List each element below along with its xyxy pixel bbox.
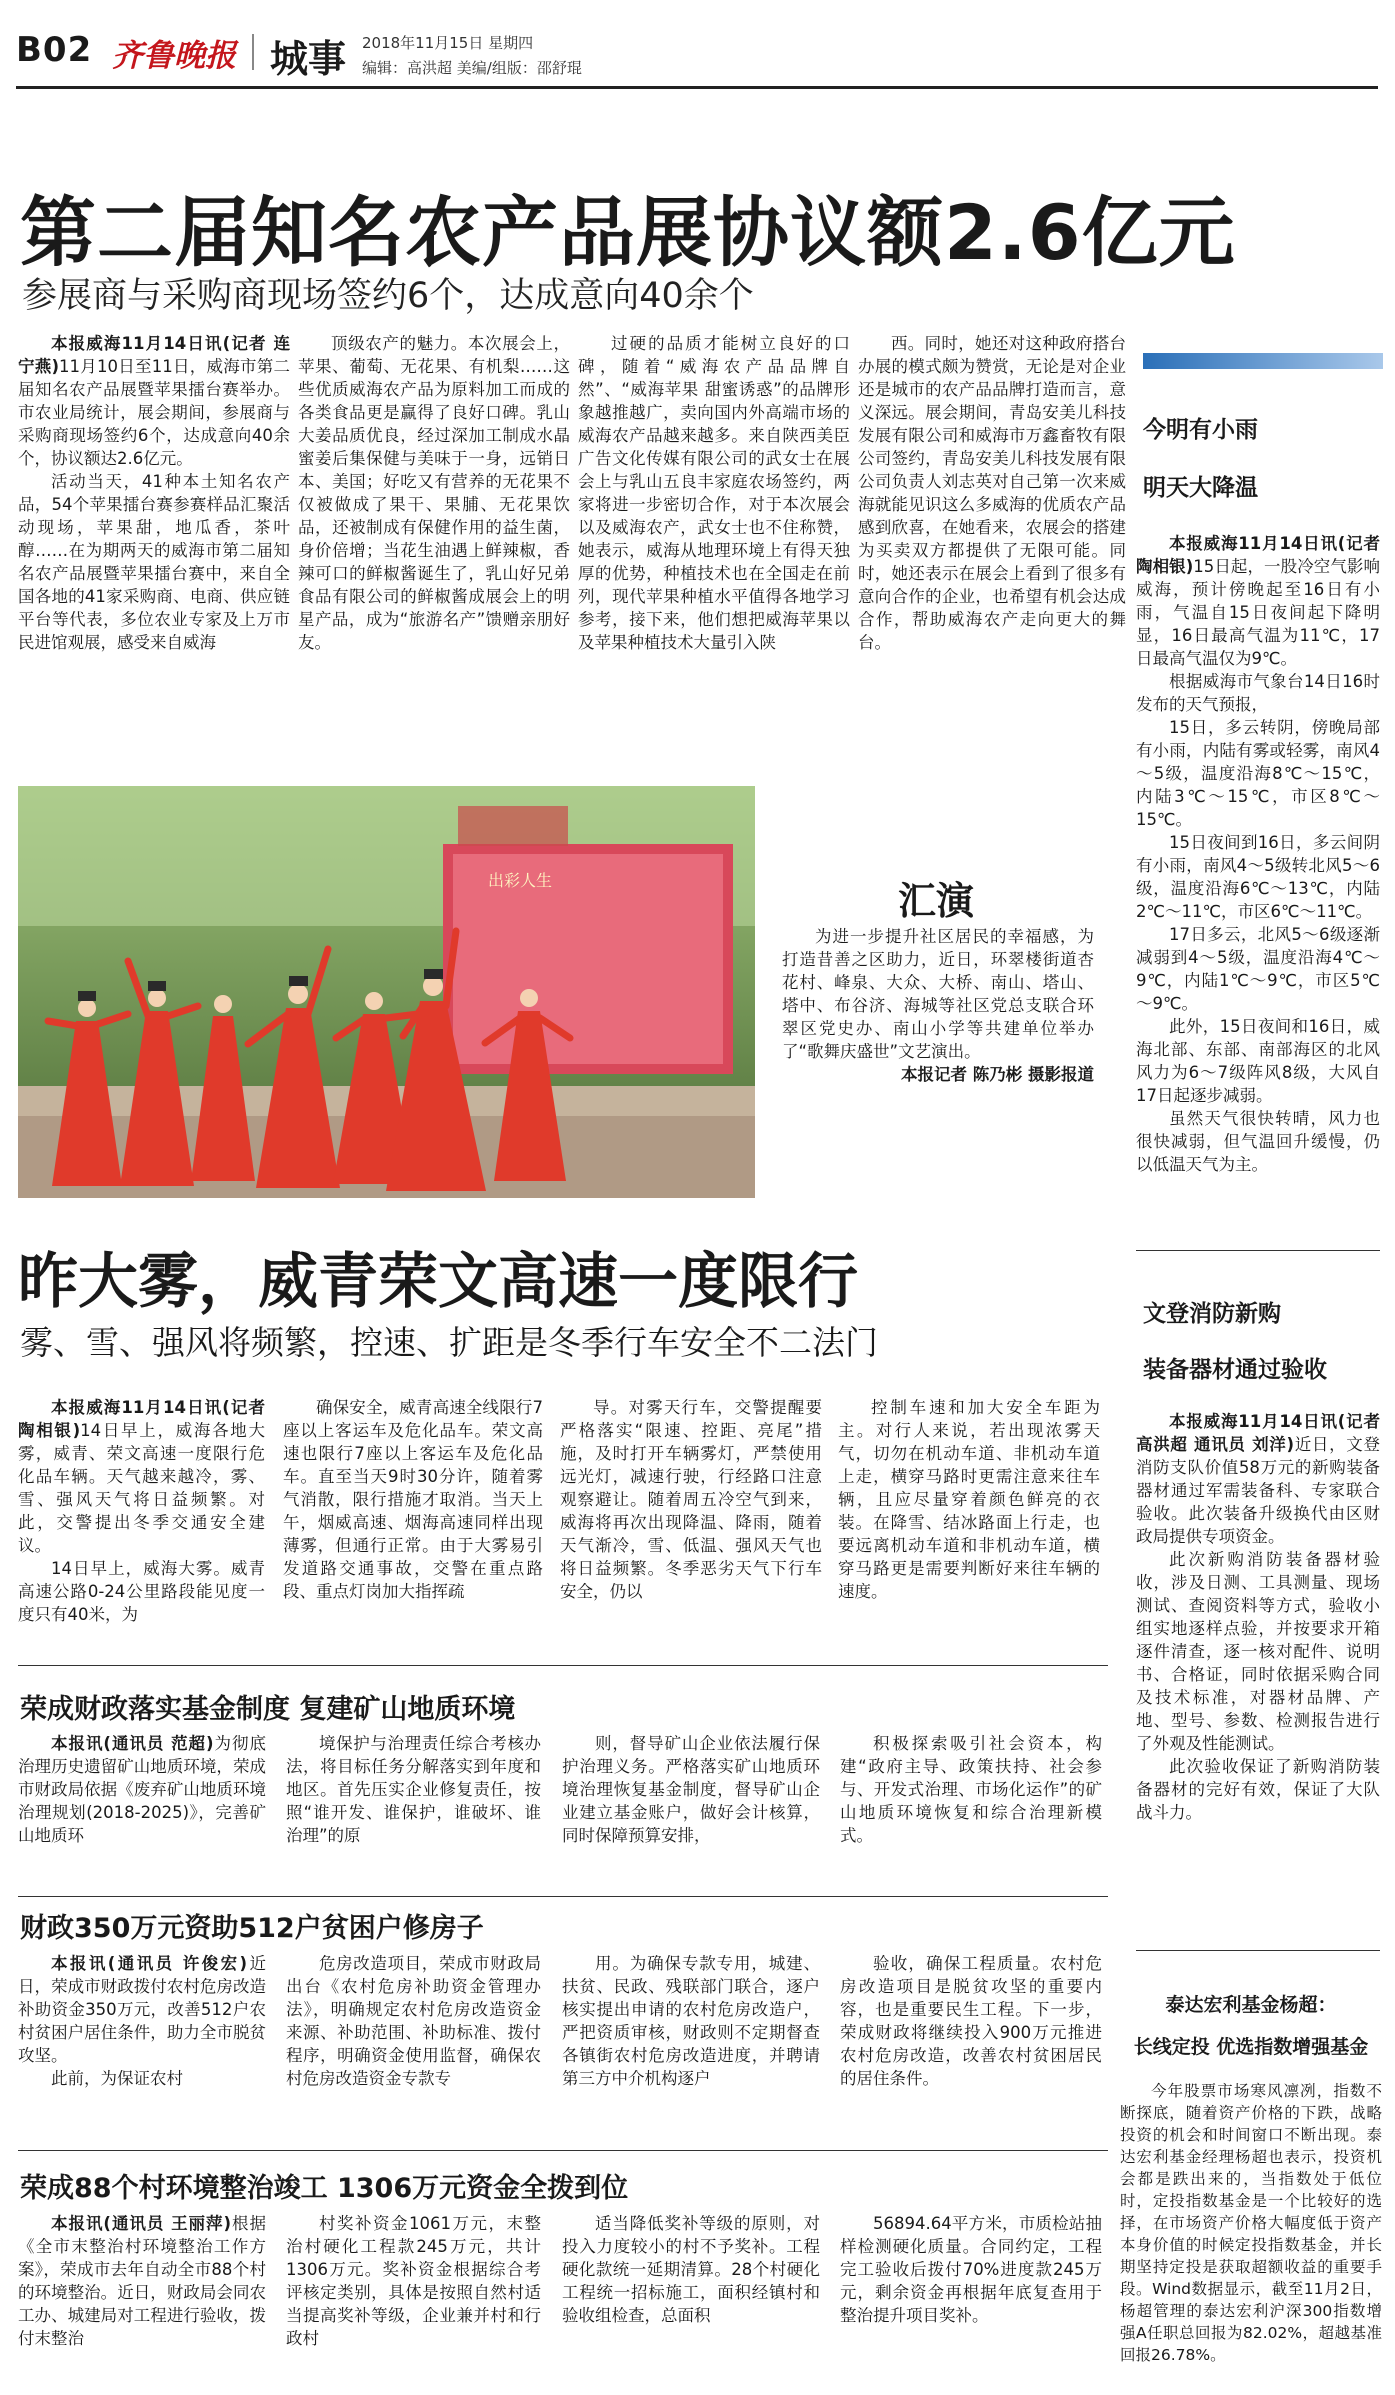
housing-col-2: 危房改造项目，荣成市财政局出台《农村危房补助资金管理办法》，明确规定农村危房改造资金来源、补助范围、补助标准、拨付程序，明确资金使用监督，确保农村危房改造资金专款专 — [286, 1954, 541, 2088]
mining-col-4: 积极探索吸引社会资本，构建“政府主导、政策扶持、社会参与、开发式治理、市场化运作”的矿山地质环境恢复和综合治理新模式。 — [840, 1734, 1102, 1845]
newspaper-logo: 齐鲁晚报 — [112, 38, 236, 74]
weather-title-2: 明天大降温 — [1143, 475, 1258, 501]
fire-title-2: 装备器材通过验收 — [1143, 1357, 1327, 1383]
page-number: B02 — [16, 30, 93, 70]
mining-col-3: 则，督导矿山企业依法履行保护治理义务。严格落实矿山地质环境治理恢复基金制度，督导矿山企业建立基金账户，做好会计核算，同时保障预算安排， — [562, 1734, 820, 1845]
headline-agri-expo: 第二届知名农产品展协议额2.6亿元 — [20, 188, 1236, 277]
village-col-4: 56894.64平方米，市质检站抽样检测硬化质量。合同约定，工程完工验收后拨付70%进度款245万元，剩余资金再根据年底复查用于整治提升项目奖补。 — [840, 2214, 1102, 2325]
agri-expo-col-2: 顶级农产的魅力。本次展会上，苹果、葡萄、无花果、有机梨……这些优质威海农产品为原料加工而成的各类食品更是赢得了良好口碑。乳山大姜品质优良，经过深加工制成水晶蜜姜后集保健与美味于一身，远销日本、美国；好吃又有营养的无花果不仅被做成了果干、果脯、无花果饮品，还被制成有保健作用的益生菌，身价倍增；当花生油遇上鲜辣椒，香辣可口的鲜椒酱诞生了，乳山好兄弟食品有限公司的鲜椒酱成展会上的明星产品，成为“旅游名产”馈赠亲朋好友。 — [298, 334, 570, 652]
photo-caption-title: 汇演 — [898, 879, 975, 923]
fund-title-1: 泰达宏利基金杨超： — [1165, 1994, 1337, 2016]
divider-article-4 — [18, 1896, 1108, 1897]
fund-title-2: 长线定投 优选指数增强基金 — [1133, 2036, 1369, 2058]
fog-col-3: 导。对雾天行车，交警提醒要严格落实“限速、控距、亮尾”措施，及时打开车辆雾灯，严禁使用远光灯，减速行驶，行经路口注意观察避让。随着周五冷空气到来，威海将再次出现降温、降雨，随着天气渐冷，雪、低温、强风天气也将日益频繁。冬季恶劣天气下行车安全，仍以 — [560, 1398, 822, 1601]
village-col-3: 适当降低奖补等级的原则，对投入力度较小的村不予奖补。工程硬化款统一延期清算。28个村硬化工程统一招标施工，面积经镇村和验收组检查，总面积 — [562, 2214, 820, 2325]
sidebar-accent-bar — [1143, 353, 1383, 369]
housing-col-1: 本报讯(通讯员 许俊宏)近日，荣成市财政拨付农村危房改造补助资金350万元，改善512户农村贫困户居住条件，助力全市脱贫攻坚。 此前，为保证农村 — [18, 1954, 266, 2088]
fund-body: 今年股票市场寒风凛冽，指数不断探底，随着资产价格的下跌，战略投资的机会和时间窗口不断出现。泰达宏利基金经理杨超也表示，投资机会都是跌出来的，当指数处于低位时，定投指数基金是一个比较好的选择，在市场资产价格大幅度低于资产本身价值的时候定投指数基金，并长期坚持定投是获取超额收益的重要手段。Wind数据显示，截至11月2日，杨超管理的泰达宏利沪深300指数增强A任职总回报为82.02%，超越基准回报26.78%。 — [1120, 2082, 1382, 2364]
agri-expo-col-1: 本报威海11月14日讯(记者 连宁燕)11月10日至11日，威海市第二届知名农产品展暨苹果擂台赛举办。市农业局统计，展会期间，参展商与采购商现场签约6个，达成意向40余个，协议额达2.6亿元。 活动当天，41种本土知名农产品，54个苹果擂台赛参赛样品汇聚活动现场，苹果甜，地瓜香，茶叶醇……在为期两天的威海市第二届知名农产品展暨苹果擂台赛中，来自全国各地的41家采购商、电商、供应链平台等代表，多位农业专家及上万市民进馆观展，感受来自威海 — [18, 334, 290, 652]
editor-credits: 编辑：高洪超 美编/组版：邵舒琨 — [362, 59, 582, 77]
mining-col-1: 本报讯(通讯员 范超)为彻底治理历史遗留矿山地质环境，荣成市财政局依据《废弃矿山地质环境治理规划(2018-2025)》，完善矿山地质环 — [18, 1734, 266, 1845]
section-title: 城事 — [270, 37, 347, 81]
divider-article-5 — [18, 2150, 1108, 2151]
sidebar-divider-2 — [1136, 1950, 1380, 1951]
headline-fog: 昨大雾，威青荣文高速一度限行 — [18, 1247, 858, 1317]
photo-byline: 本报记者 陈乃彬 摄影报道 — [901, 1065, 1094, 1084]
fire-title-1: 文登消防新购 — [1143, 1301, 1281, 1327]
agri-expo-col-3: 过硬的品质才能树立良好的口碑，随着“威海农产品品牌自然”、“威海苹果 甜蜜诱惑”的品牌形象越推越广，卖向国内外高端市场的威海农产品越来越多。来自陕西美臣广告文化传媒有限公司的武女士在展会上与乳山五良丰家庭农场签约，两家将进一步密切合作，对于本次展会以及威海农产，武女士也不住称赞，她表示，威海从地理环境上有得天独厚的优势，种植技术也在全国走在前列，现代苹果种植水平值得各地学习参考，接下来，他们想把威海苹果以及苹果种植技术大量引入陕 — [578, 334, 850, 652]
fog-col-4: 控制车速和加大安全车距为主。对行人来说，若出现浓雾天气，切勿在机动车道、非机动车道上走，横穿马路时更需注意来往车辆，且应尽量穿着颜色鲜亮的衣装。在降雪、结冰路面上行走，也要远离机动车道和非机动车道，横穿马路更是需要判断好来往车辆的速度。 — [838, 1398, 1100, 1601]
agri-expo-col-4: 西。同时，她还对这种政府搭台办展的模式颇为赞赏，无论是对企业还是城市的农产品品牌打造而言，意义深远。展会期间，青岛安美儿科技发展有限公司和威海市万鑫畜牧有限公司签约，青岛安美儿科技发展有限公司负责人刘志英对自己第一次来威海就能见识这么多威海的优质农产品感到欣喜，在她看来，农展会的搭建为买卖双方都提供了无限可能。同时，她还表示在展会上看到了很多有意向合作的企业，也希望有机会达成合作，帮助威海农产走向更大的舞台。 — [858, 334, 1126, 652]
subheadline-fog: 雾、雪、强风将频繁，控速、扩距是冬季行车安全不二法门 — [20, 1323, 878, 1362]
sidebar-divider-1 — [1136, 1250, 1380, 1251]
issue-date: 2018年11月15日 星期四 — [362, 34, 534, 52]
weather-body: 本报威海11月14日讯(记者 陶相银)15日起，一股冷空气影响威海，预计傍晚起至16日有小雨，气温自15日夜间起下降明显，16日最高气温为11℃，17日最高气温仅为9℃。 根据威海市气象台14日16时发布的天气预报， 15日，多云转阴，傍晚局部有小雨，内陆有雾或轻雾，南风4～5级，温度沿海8℃～15℃，内陆3℃～15℃，市区8℃～15℃。 15日夜间到16日，多云间阴有小雨，南风4～5级转北风5～6级，温度沿海6℃～13℃，内陆2℃～11℃，市区6℃～11℃。 17日多云，北风5～6级逐渐减弱到4～5级，温度沿海4℃～9℃，内陆1℃～9℃，市区5℃～9℃。 此外，15日夜间和16日，威海北部、东部、南部海区的北风风力为6～7级阵风8级，大风自17日起逐步减弱。 虽然天气很快转晴，风力也很快减弱，但气温回升缓慢，仍以低温天气为主。 — [1136, 534, 1380, 1174]
village-col-2: 村奖补资金1061万元，末整治村硬化工程款245万元，共计1306万元。奖补资金根据综合考评核定类别，具体是按照自然村适当提高奖补等级，企业兼并村和行政村 — [286, 2214, 541, 2348]
subheadline-agri-expo: 参展商与采购商现场签约6个，达成意向40余个 — [22, 276, 754, 316]
photo-caption: 为进一步提升社区居民的幸福感，为打造昔善之区助力，近日，环翠楼街道杏花村、峰泉、大众、大桥、南山、塔山、塔中、布谷济、海城等社区党总支联合环翠区党史办、南山小学等共建单位举办了“歌舞庆盛世”文艺演出。 本报记者 陈乃彬 摄影报道 — [782, 927, 1094, 1084]
headline-village: 荣成88个村环境整治竣工 1306万元资金全拨到位 — [20, 2173, 629, 2204]
weather-title-1: 今明有小雨 — [1143, 417, 1258, 443]
fog-col-1: 本报威海11月14日讯(记者 陶相银)14日早上，威海各地大雾，威青、荣文高速一度限行危化品车辆。天气越来越冷，雾、雪、强风天气将日益频繁。对此，交警提出冬季交通安全建议。 14日早上，威海大雾。威青高速公路0-24公里路段能见度一度只有40米，为 — [18, 1398, 265, 1624]
housing-col-3: 用。为确保专款专用，城建、扶贫、民政、残联部门联合，逐户核实提出申请的农村危房改造户，严把资质审核，财政则不定期督查各镇街农村危房改造进度，并聘请第三方中介机构逐户 — [562, 1954, 820, 2088]
masthead-divider — [252, 34, 254, 70]
headline-housing: 财政350万元资助512户贫困户修房子 — [20, 1913, 484, 1944]
masthead-rule — [16, 86, 1378, 89]
performance-photo — [18, 786, 755, 1198]
housing-col-4: 验收，确保工程质量。农村危房改造项目是脱贫攻坚的重要内容，也是重要民生工程。下一步，荣成财政将继续投入900万元推进农村危房改造，改善农村贫困居民的居住条件。 — [840, 1954, 1102, 2088]
dancers-illustration — [18, 786, 755, 1198]
headline-mining: 荣成财政落实基金制度 复建矿山地质环境 — [20, 1694, 516, 1725]
mining-col-2: 境保护与治理责任综合考核办法，将目标任务分解落实到年度和地区。首先压实企业修复责任，按照“谁开发、谁保护，谁破坏、谁治理”的原 — [286, 1734, 541, 1845]
village-col-1: 本报讯(通讯员 王丽萍)根据《全市末整治村环境整治工作方案》，荣成市去年自动全市88个村的环境整治。近日，财政局会同农工办、城建局对工程进行验收，拨付末整治 — [18, 2214, 266, 2348]
fire-body: 本报威海11月14日讯(记者 高洪超 通讯员 刘洋)近日，文登消防支队价值58万元的新购装备器材通过军需装备科、专家联合验收。此次装备升级换代由区财政局提供专项资金。 此次新购消防装备器材验收，涉及日测、工具测量、现场测试、查阅资料等方式，验收小组实地逐样点验，并按要求开箱逐件清查，逐一核对配件、说明书、合格证，同时依据采购合同及技术标准，对器材品牌、产地、型号、参数、检测报告进行了外观及性能测试。 此次验收保证了新购消防装备器材的完好有效，保证了大队战斗力。 — [1136, 1412, 1380, 1822]
banner-text: 出彩人生 — [488, 871, 553, 890]
fog-col-2: 确保安全，威青高速全线限行7座以上客运车及危化品车。荣文高速也限行7座以上客运车及危化品车。直至当天9时30分许，随着雾气消散，限行措施才取消。当天上午，烟威高速、烟海高速同样出现薄雾，但通行正常。由于大雾易引发道路交通事故，交警在重点路段、重点灯岗加大指挥疏 — [283, 1398, 543, 1601]
divider-article-3 — [18, 1665, 1108, 1666]
